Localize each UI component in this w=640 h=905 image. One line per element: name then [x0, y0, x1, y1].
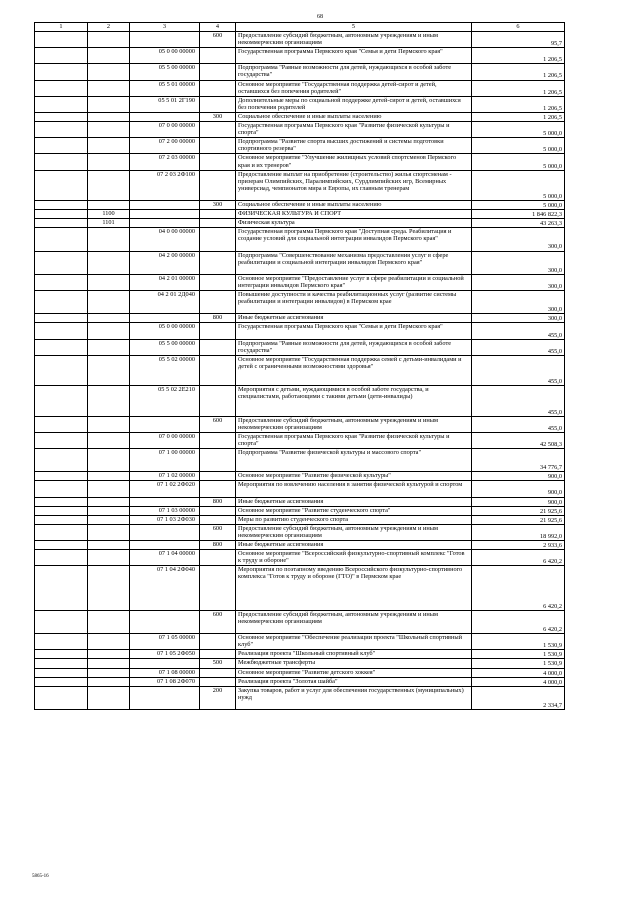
cell-target-article: 07 0 00 00000	[130, 122, 200, 138]
cell-target-article: 07 1 08 00000	[130, 668, 200, 677]
cell-subsection	[88, 386, 130, 416]
cell-target-article	[130, 200, 200, 209]
cell-amount: 455,0	[472, 323, 565, 339]
cell-target-article: 04 0 00 00000	[130, 228, 200, 251]
cell-subsection	[88, 650, 130, 659]
cell-name: Реализация проекта "Школьный спортивный клуб"	[236, 650, 472, 659]
table-row	[35, 497, 565, 506]
cell-name: Основное мероприятие "Обеспечение реализации проекта "Школьный спортивный клуб"	[236, 634, 472, 650]
cell-amount: 300,0	[472, 274, 565, 290]
cell-subsection	[88, 323, 130, 339]
cell-amount: 5 000,0	[472, 200, 565, 209]
cell-expense-type	[200, 48, 236, 64]
cell-expense-type	[200, 339, 236, 355]
cell-amount: 21 925,6	[472, 515, 565, 524]
cell-name: Государственная программа Пермского края "Развитие физической культуры и спорта"	[236, 122, 472, 138]
table-row	[35, 506, 565, 515]
cell-section	[35, 96, 88, 112]
cell-amount: 2 933,6	[472, 541, 565, 550]
cell-section	[35, 154, 88, 170]
cell-section	[35, 274, 88, 290]
cell-section	[35, 515, 88, 524]
cell-target-article	[130, 497, 200, 506]
table-row	[35, 416, 565, 432]
cell-target-article: 07 1 02 2Ф020	[130, 481, 200, 497]
cell-target-article: 05 5 02 2Е210	[130, 386, 200, 416]
table-row	[35, 432, 565, 448]
cell-expense-type: 800	[200, 314, 236, 323]
cell-name: Подпрограмма "Совершенствование механизма предоставления услуг в сфере реабилитации и социальной интеграции инвалидов Пермского края"	[236, 251, 472, 274]
cell-subsection: 1101	[88, 219, 130, 228]
cell-name: Предоставление субсидий бюджетным, автономным учреждениям и иным некоммерческим организациям	[236, 610, 472, 633]
cell-target-article	[130, 32, 200, 48]
cell-amount: 5 000,0	[472, 154, 565, 170]
cell-amount: 42 508,3	[472, 432, 565, 448]
cell-amount: 455,0	[472, 386, 565, 416]
cell-name: Мероприятия с детьми, нуждающимися в особой заботе государства, и специалистами, работающими с такими детьми (дети-инвалиды)	[236, 386, 472, 416]
cell-amount: 4 000,0	[472, 668, 565, 677]
cell-section	[35, 541, 88, 550]
cell-name: Государственная программа Пермского края "Семья и дети Пермского края"	[236, 323, 472, 339]
cell-amount: 1 206,5	[472, 96, 565, 112]
table-row	[35, 610, 565, 633]
cell-subsection	[88, 550, 130, 566]
cell-subsection	[88, 228, 130, 251]
cell-section	[35, 339, 88, 355]
cell-target-article: 05 5 01 2Г190	[130, 96, 200, 112]
cell-name: Основное мероприятие "Улучшение жилищных условий спортсменов Пермского края и их тренеров"	[236, 154, 472, 170]
cell-name: Основное мероприятие "Развитие студенческого спорта"	[236, 506, 472, 515]
cell-name: Основное мероприятие "Развитие детского хоккея"	[236, 668, 472, 677]
cell-name: Подпрограмма "Развитие спорта высших достижений и системы подготовки спортивного резерва"	[236, 138, 472, 154]
cell-target-article	[130, 524, 200, 540]
cell-subsection	[88, 64, 130, 80]
cell-expense-type	[200, 323, 236, 339]
cell-name: Предоставление субсидий бюджетным, автономным учреждениям и иным некоммерческим организациям	[236, 32, 472, 48]
cell-section	[35, 228, 88, 251]
cell-amount: 455,0	[472, 339, 565, 355]
cell-section	[35, 416, 88, 432]
table-row	[35, 80, 565, 96]
cell-expense-type	[200, 355, 236, 385]
cell-amount: 2 334,7	[472, 686, 565, 709]
cell-name: Социальное обеспечение и иные выплаты населению	[236, 112, 472, 121]
cell-section	[35, 550, 88, 566]
cell-name: Иные бюджетные ассигнования	[236, 541, 472, 550]
cell-target-article: 05 0 00 00000	[130, 323, 200, 339]
cell-name: Социальное обеспечение и иные выплаты населению	[236, 200, 472, 209]
cell-target-article	[130, 541, 200, 550]
table-row	[35, 154, 565, 170]
table-row	[35, 448, 565, 471]
cell-subsection	[88, 634, 130, 650]
cell-section	[35, 64, 88, 80]
cell-subsection	[88, 291, 130, 314]
cell-name: Государственная программа Пермского края "Доступная среда. Реабилитация и создание условий для социальной интеграции инвалидов Пермского края"	[236, 228, 472, 251]
cell-section	[35, 32, 88, 48]
cell-target-article: 07 2 03 2Ф100	[130, 170, 200, 200]
cell-subsection	[88, 251, 130, 274]
cell-name: Повышение доступности и качества реабилитационных услуг (развитие системы реабилитации и интеграции инвалидов) в Пермском крае	[236, 291, 472, 314]
cell-target-article	[130, 314, 200, 323]
cell-expense-type: 500	[200, 659, 236, 668]
cell-section	[35, 481, 88, 497]
cell-section	[35, 251, 88, 274]
table-row	[35, 668, 565, 677]
cell-section	[35, 686, 88, 709]
cell-name: Подпрограмма "Равные возможности для детей, нуждающихся в особой заботе государства"	[236, 339, 472, 355]
cell-target-article: 07 1 02 00000	[130, 472, 200, 481]
cell-name: Основное мероприятие "Всероссийский физкультурно-спортивный комплекс "Готов к труду и обороне"	[236, 550, 472, 566]
header-cell: 3	[130, 23, 200, 32]
table-row	[35, 541, 565, 550]
footer-code: 5865-16	[32, 874, 49, 879]
cell-name: Мероприятия по поэтапному введению Всероссийского физкультурно-спортивного комплекса "Готов к труду и обороне (ГТО)" в Пермском крае	[236, 566, 472, 611]
cell-section	[35, 506, 88, 515]
cell-amount: 6 420,2	[472, 610, 565, 633]
table-row	[35, 524, 565, 540]
cell-section	[35, 634, 88, 650]
cell-target-article: 07 1 05 00000	[130, 634, 200, 650]
cell-section	[35, 219, 88, 228]
cell-expense-type	[200, 550, 236, 566]
cell-name: Основное мероприятие "Государственная поддержка семей с детьми-инвалидами и детей с ограниченными возможностями здоровья"	[236, 355, 472, 385]
cell-section	[35, 48, 88, 64]
cell-expense-type	[200, 154, 236, 170]
cell-expense-type	[200, 64, 236, 80]
table-row	[35, 112, 565, 121]
cell-expense-type	[200, 566, 236, 611]
cell-section	[35, 566, 88, 611]
cell-name: Физическая культура	[236, 219, 472, 228]
cell-amount: 455,0	[472, 355, 565, 385]
cell-section	[35, 472, 88, 481]
cell-amount: 1 206,5	[472, 80, 565, 96]
cell-expense-type: 600	[200, 416, 236, 432]
cell-subsection	[88, 170, 130, 200]
table-row	[35, 550, 565, 566]
cell-name: Основное мероприятие "Государственная поддержка детей-сирот и детей, оставшихся без попечения родителей"	[236, 80, 472, 96]
header-cell: 1	[35, 23, 88, 32]
table-row	[35, 355, 565, 385]
cell-expense-type: 300	[200, 200, 236, 209]
table-row	[35, 291, 565, 314]
cell-subsection	[88, 48, 130, 64]
cell-amount: 1 846 822,3	[472, 210, 565, 219]
cell-subsection	[88, 448, 130, 471]
table-body	[35, 32, 565, 710]
cell-name: Иные бюджетные ассигнования	[236, 314, 472, 323]
cell-expense-type: 800	[200, 541, 236, 550]
cell-name: Реализация проекта "Золотая шайба"	[236, 677, 472, 686]
cell-target-article: 05 0 00 00000	[130, 48, 200, 64]
cell-amount: 455,0	[472, 416, 565, 432]
cell-expense-type	[200, 210, 236, 219]
cell-expense-type: 600	[200, 524, 236, 540]
cell-section	[35, 122, 88, 138]
cell-target-article: 05 5 00 00000	[130, 64, 200, 80]
cell-section	[35, 659, 88, 668]
cell-expense-type	[200, 506, 236, 515]
table-row	[35, 48, 565, 64]
cell-subsection	[88, 515, 130, 524]
cell-subsection	[88, 481, 130, 497]
cell-expense-type	[200, 170, 236, 200]
cell-section	[35, 650, 88, 659]
cell-expense-type	[200, 138, 236, 154]
cell-subsection	[88, 472, 130, 481]
cell-section	[35, 170, 88, 200]
table-row	[35, 314, 565, 323]
cell-target-article	[130, 610, 200, 633]
cell-section	[35, 112, 88, 121]
cell-subsection	[88, 497, 130, 506]
cell-target-article	[130, 659, 200, 668]
cell-section	[35, 677, 88, 686]
header-cell: 2	[88, 23, 130, 32]
cell-expense-type	[200, 432, 236, 448]
cell-name: Предоставление субсидий бюджетным, автономным учреждениям и иным некоммерческим организациям	[236, 524, 472, 540]
cell-amount: 1 530,9	[472, 650, 565, 659]
cell-amount: 5 000,0	[472, 138, 565, 154]
cell-expense-type	[200, 122, 236, 138]
cell-expense-type	[200, 219, 236, 228]
cell-section	[35, 291, 88, 314]
table-row	[35, 650, 565, 659]
table-row	[35, 472, 565, 481]
cell-amount: 300,0	[472, 228, 565, 251]
cell-name: Государственная программа Пермского края "Семья и дети Пермского края"	[236, 48, 472, 64]
cell-subsection	[88, 566, 130, 611]
table-row	[35, 339, 565, 355]
cell-target-article: 05 5 02 00000	[130, 355, 200, 385]
cell-target-article: 07 2 00 00000	[130, 138, 200, 154]
cell-section	[35, 80, 88, 96]
table-row	[35, 122, 565, 138]
cell-expense-type	[200, 251, 236, 274]
cell-amount: 18 992,0	[472, 524, 565, 540]
cell-subsection	[88, 677, 130, 686]
cell-expense-type	[200, 481, 236, 497]
cell-expense-type	[200, 668, 236, 677]
cell-section	[35, 386, 88, 416]
cell-expense-type	[200, 228, 236, 251]
table-row	[35, 96, 565, 112]
cell-amount: 1 206,5	[472, 112, 565, 121]
cell-subsection	[88, 506, 130, 515]
table-row	[35, 138, 565, 154]
table-row	[35, 677, 565, 686]
cell-subsection	[88, 112, 130, 121]
cell-subsection	[88, 200, 130, 209]
cell-subsection	[88, 524, 130, 540]
cell-amount: 5 000,0	[472, 170, 565, 200]
header-cell: 6	[472, 23, 565, 32]
cell-subsection	[88, 416, 130, 432]
cell-amount: 95,7	[472, 32, 565, 48]
budget-table	[34, 22, 565, 710]
cell-amount: 5 000,0	[472, 122, 565, 138]
cell-name: Предоставление выплат на приобретение (строительство) жилья спортсменам - призерам Олимпийских, Паралимпийских, Сурдлимпийских игр, Всемирных универсиад, чемпионатов мира и Европы, их главным тренерам	[236, 170, 472, 200]
cell-subsection	[88, 355, 130, 385]
cell-expense-type	[200, 677, 236, 686]
cell-target-article	[130, 210, 200, 219]
cell-expense-type	[200, 448, 236, 471]
cell-expense-type: 800	[200, 497, 236, 506]
cell-amount: 900,0	[472, 472, 565, 481]
table-row	[35, 659, 565, 668]
cell-subsection	[88, 668, 130, 677]
cell-target-article: 07 1 03 2Ф030	[130, 515, 200, 524]
cell-subsection	[88, 314, 130, 323]
cell-expense-type: 600	[200, 32, 236, 48]
cell-amount: 300,0	[472, 314, 565, 323]
cell-target-article: 04 2 01 2Д040	[130, 291, 200, 314]
cell-expense-type	[200, 386, 236, 416]
table-row	[35, 64, 565, 80]
table-row	[35, 219, 565, 228]
cell-amount: 900,0	[472, 497, 565, 506]
page-number: 68	[317, 14, 323, 20]
cell-amount: 1 530,9	[472, 634, 565, 650]
cell-name: Основное мероприятие "Предоставление услуг в сфере реабилитации и социальной интеграции инвалидов Пермского края"	[236, 274, 472, 290]
cell-section	[35, 200, 88, 209]
table-row	[35, 170, 565, 200]
header-row	[35, 23, 565, 32]
cell-name: Мероприятия по вовлечению населения в занятия физической культурой и спортом	[236, 481, 472, 497]
table-row	[35, 686, 565, 709]
cell-name: ФИЗИЧЕСКАЯ КУЛЬТУРА И СПОРТ	[236, 210, 472, 219]
cell-expense-type: 300	[200, 112, 236, 121]
cell-subsection	[88, 686, 130, 709]
cell-expense-type: 200	[200, 686, 236, 709]
table-row	[35, 210, 565, 219]
cell-expense-type	[200, 291, 236, 314]
header-cell: 4	[200, 23, 236, 32]
cell-target-article: 07 1 03 00000	[130, 506, 200, 515]
cell-section	[35, 610, 88, 633]
cell-section	[35, 323, 88, 339]
table-row	[35, 228, 565, 251]
cell-subsection	[88, 32, 130, 48]
table-row	[35, 274, 565, 290]
cell-target-article: 05 5 00 00000	[130, 339, 200, 355]
table-row	[35, 386, 565, 416]
cell-expense-type	[200, 274, 236, 290]
cell-target-article: 04 2 01 00000	[130, 274, 200, 290]
cell-subsection	[88, 339, 130, 355]
cell-subsection	[88, 80, 130, 96]
cell-expense-type	[200, 80, 236, 96]
cell-name: Подпрограмма "Равные возможности для детей, нуждающихся в особой заботе государства"	[236, 64, 472, 80]
cell-section	[35, 448, 88, 471]
cell-target-article	[130, 686, 200, 709]
cell-target-article: 07 2 03 00000	[130, 154, 200, 170]
cell-subsection	[88, 432, 130, 448]
cell-name: Дополнительные меры по социальной поддержке детей-сирот и детей, оставшихся без попечения родителей	[236, 96, 472, 112]
cell-subsection	[88, 274, 130, 290]
cell-name: Государственная программа Пермского края "Развитие физической культуры и спорта"	[236, 432, 472, 448]
cell-target-article: 07 1 05 2Ф050	[130, 650, 200, 659]
cell-amount: 300,0	[472, 291, 565, 314]
cell-target-article: 07 0 00 00000	[130, 432, 200, 448]
cell-target-article: 07 1 08 2Ф070	[130, 677, 200, 686]
cell-section	[35, 432, 88, 448]
cell-expense-type: 600	[200, 610, 236, 633]
cell-name: Иные бюджетные ассигнования	[236, 497, 472, 506]
cell-section	[35, 524, 88, 540]
cell-target-article: 07 1 04 2Ф040	[130, 566, 200, 611]
cell-expense-type	[200, 650, 236, 659]
cell-name: Закупка товаров, работ и услуг для обеспечения государственных (муниципальных) нужд	[236, 686, 472, 709]
cell-subsection: 1100	[88, 210, 130, 219]
table-row	[35, 481, 565, 497]
cell-target-article: 07 1 04 00000	[130, 550, 200, 566]
cell-subsection	[88, 659, 130, 668]
cell-amount: 1 530,9	[472, 659, 565, 668]
cell-section	[35, 138, 88, 154]
cell-amount: 34 776,7	[472, 448, 565, 471]
table-row	[35, 32, 565, 48]
table-row	[35, 200, 565, 209]
table-row	[35, 634, 565, 650]
cell-expense-type	[200, 515, 236, 524]
cell-name: Межбюджетные трансферты	[236, 659, 472, 668]
header-cell: 5	[236, 23, 472, 32]
cell-subsection	[88, 154, 130, 170]
table-row	[35, 251, 565, 274]
cell-amount: 900,0	[472, 481, 565, 497]
cell-target-article: 04 2 00 00000	[130, 251, 200, 274]
cell-subsection	[88, 138, 130, 154]
table-row	[35, 515, 565, 524]
cell-expense-type	[200, 96, 236, 112]
cell-name: Предоставление субсидий бюджетным, автономным учреждениям и иным некоммерческим организациям	[236, 416, 472, 432]
cell-amount: 6 420,2	[472, 566, 565, 611]
cell-target-article	[130, 416, 200, 432]
table-row	[35, 323, 565, 339]
cell-subsection	[88, 541, 130, 550]
cell-amount: 1 206,5	[472, 48, 565, 64]
cell-target-article: 07 1 00 00000	[130, 448, 200, 471]
cell-target-article	[130, 219, 200, 228]
cell-expense-type	[200, 634, 236, 650]
cell-subsection	[88, 610, 130, 633]
cell-name: Меры по развитию студенческого спорта	[236, 515, 472, 524]
cell-section	[35, 210, 88, 219]
cell-section	[35, 497, 88, 506]
cell-subsection	[88, 96, 130, 112]
cell-name: Подпрограмма "Развитие физической культуры и массового спорта"	[236, 448, 472, 471]
cell-section	[35, 314, 88, 323]
cell-amount: 300,0	[472, 251, 565, 274]
cell-amount: 1 206,5	[472, 64, 565, 80]
cell-amount: 4 000,0	[472, 677, 565, 686]
cell-target-article	[130, 112, 200, 121]
cell-section	[35, 355, 88, 385]
cell-expense-type	[200, 472, 236, 481]
cell-amount: 43 263,3	[472, 219, 565, 228]
cell-amount: 21 925,6	[472, 506, 565, 515]
cell-section	[35, 668, 88, 677]
table-row	[35, 566, 565, 611]
cell-subsection	[88, 122, 130, 138]
cell-name: Основное мероприятие "Развитие физической культуры"	[236, 472, 472, 481]
cell-amount: 6 420,2	[472, 550, 565, 566]
cell-target-article: 05 5 01 00000	[130, 80, 200, 96]
